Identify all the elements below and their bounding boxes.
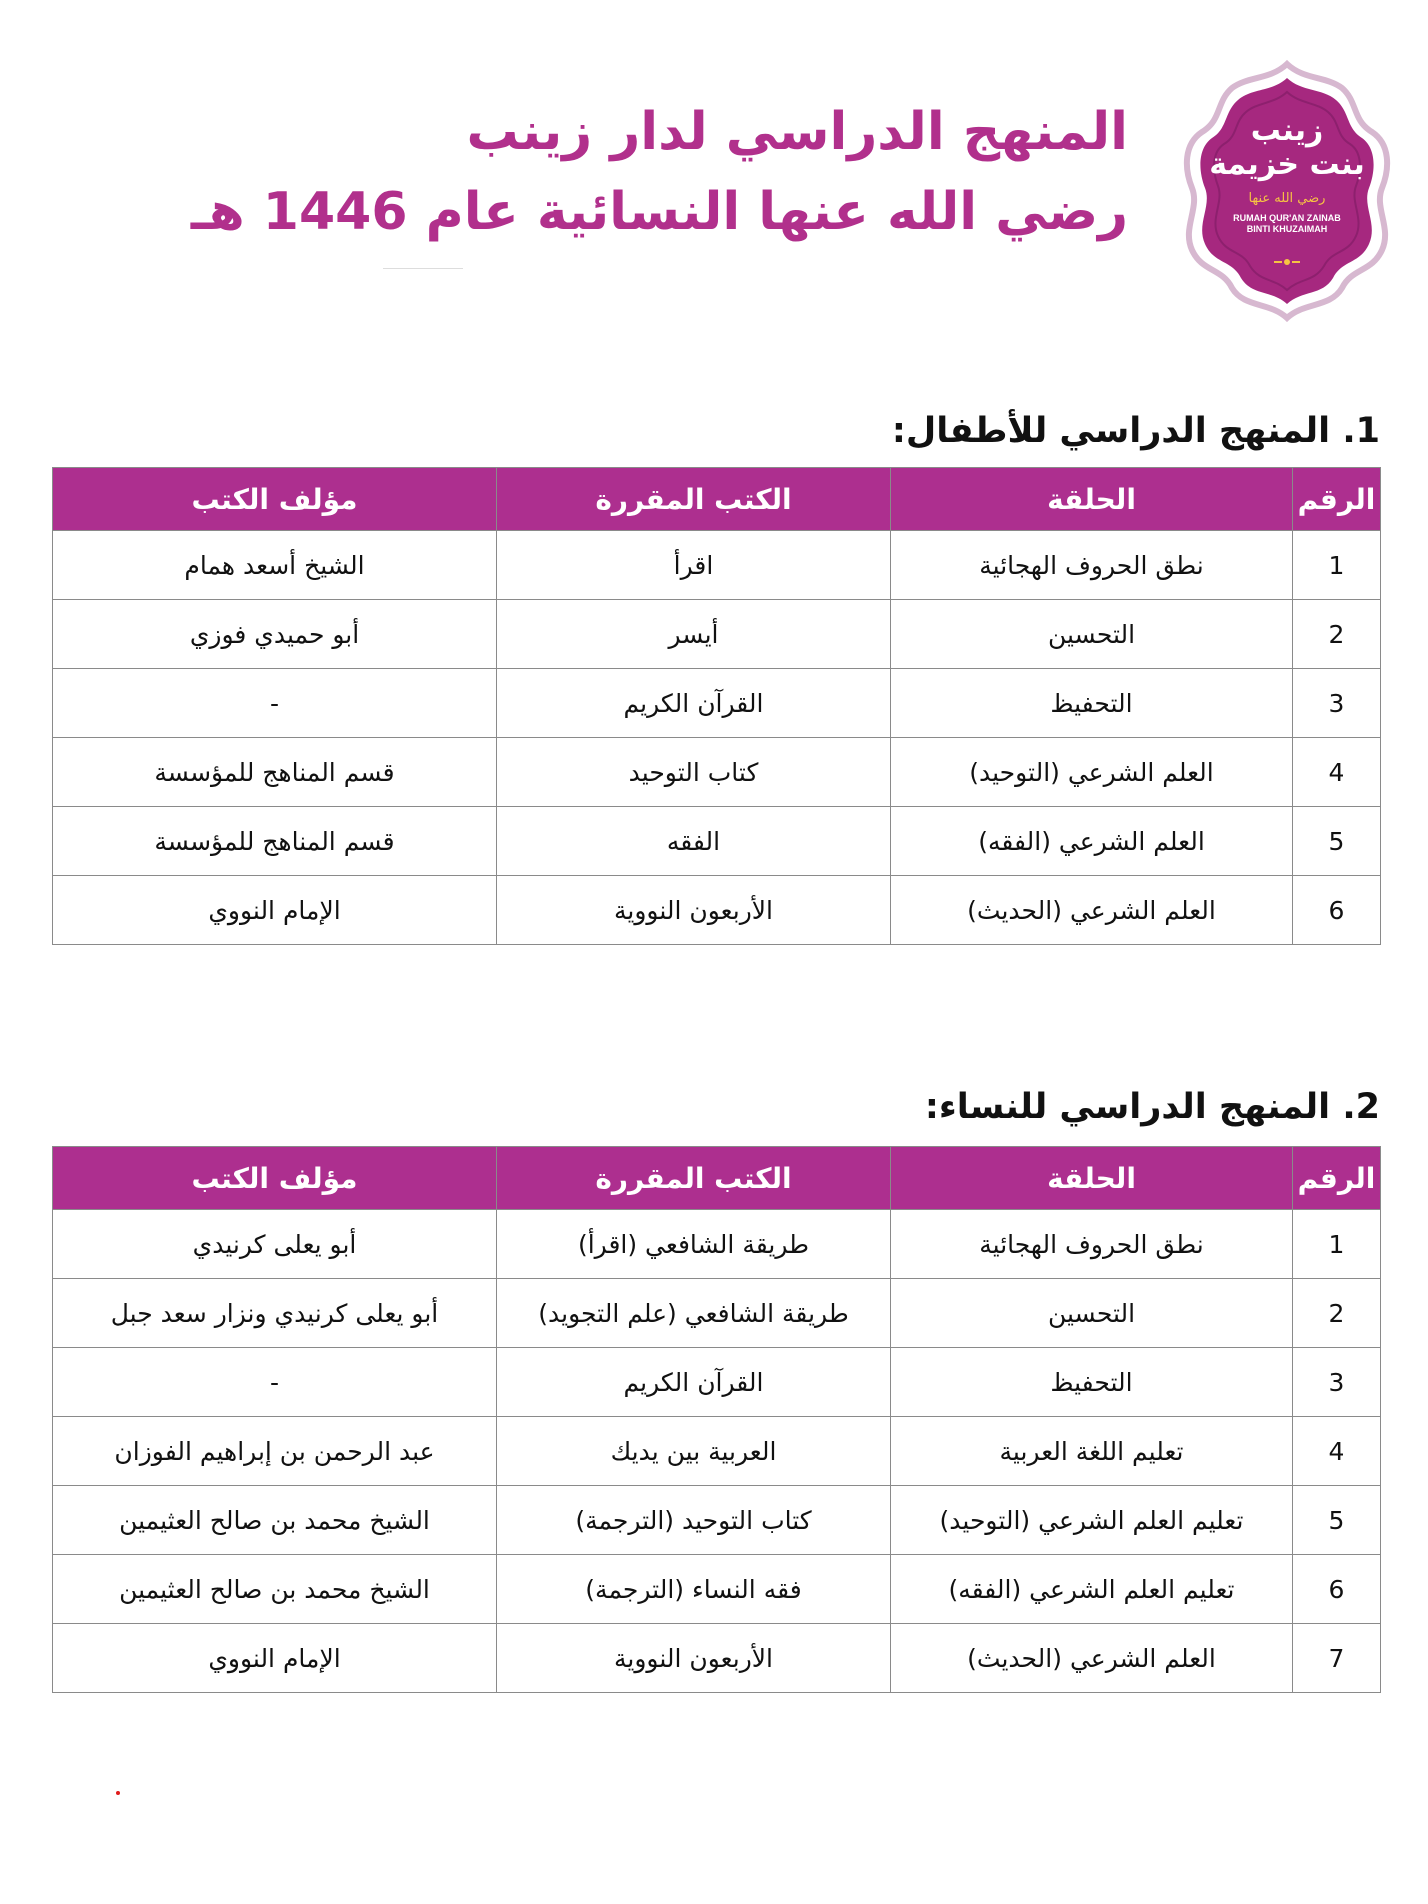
- row-circle: نطق الحروف الهجائية: [891, 1210, 1293, 1279]
- logo-honorific: رضي الله عنها: [1248, 191, 1326, 206]
- row-author: -: [53, 669, 497, 738]
- row-number: 5: [1293, 1486, 1381, 1555]
- row-author: أبو يعلى كرنيدي: [53, 1210, 497, 1279]
- table-row: [53, 1348, 1381, 1417]
- row-author: الإمام النووي: [53, 876, 497, 945]
- row-number: 2: [1293, 600, 1381, 669]
- row-author: قسم المناهج للمؤسسة: [53, 738, 497, 807]
- row-circle: العلم الشرعي (الفقه): [891, 807, 1293, 876]
- logo-name: زينب: [1250, 113, 1324, 148]
- row-number: 2: [1293, 1279, 1381, 1348]
- row-number: 4: [1293, 738, 1381, 807]
- row-number: 7: [1293, 1624, 1381, 1693]
- women-curriculum-table: [52, 1146, 1381, 1693]
- row-circle: التحسين: [891, 1279, 1293, 1348]
- column-header-author: مؤلف الكتب: [53, 468, 497, 531]
- logo-name-2: بنت خزيمة: [1209, 147, 1365, 182]
- table-header-row: [53, 468, 1381, 531]
- table-row: [53, 1555, 1381, 1624]
- row-circle: تعليم العلم الشرعي (الفقه): [891, 1555, 1293, 1624]
- row-circle: تعليم اللغة العربية: [891, 1417, 1293, 1486]
- women-section-heading: 2. المنهج الدراسي للنساء:: [924, 1087, 1380, 1127]
- row-circle: التحسين: [891, 600, 1293, 669]
- table-header-row: [53, 1147, 1381, 1210]
- page-title: المنهج الدراسي لدار زينب: [466, 102, 1128, 162]
- row-author: عبد الرحمن بن إبراهيم الفوزان: [53, 1417, 497, 1486]
- divider: [383, 268, 463, 269]
- column-header-circle: الحلقة: [891, 1147, 1293, 1210]
- row-number: 3: [1293, 1348, 1381, 1417]
- table-row: [53, 1624, 1381, 1693]
- row-book: الفقه: [497, 807, 891, 876]
- row-book: الأربعون النووية: [497, 876, 891, 945]
- row-book: القرآن الكريم: [497, 1348, 891, 1417]
- row-author: أبو يعلى كرنيدي ونزار سعد جبل: [53, 1279, 497, 1348]
- column-header-books: الكتب المقررة: [497, 468, 891, 531]
- column-header-author: مؤلف الكتب: [53, 1147, 497, 1210]
- row-circle: العلم الشرعي (الحديث): [891, 1624, 1293, 1693]
- row-author: -: [53, 1348, 497, 1417]
- row-author: أبو حميدي فوزي: [53, 600, 497, 669]
- table-row: [53, 669, 1381, 738]
- table-row: [53, 600, 1381, 669]
- row-number: 6: [1293, 1555, 1381, 1624]
- row-book: فقه النساء (الترجمة): [497, 1555, 891, 1624]
- row-book: طريقة الشافعي (علم التجويد): [497, 1279, 891, 1348]
- table-row: [53, 1486, 1381, 1555]
- page-subtitle: رضي الله عنها النسائية عام 1446 هـ: [190, 182, 1128, 242]
- row-author: الشيخ محمد بن صالح العثيمين: [53, 1486, 497, 1555]
- stray-mark: [116, 1791, 120, 1795]
- row-author: الشيخ محمد بن صالح العثيمين: [53, 1555, 497, 1624]
- row-circle: التحفيظ: [891, 669, 1293, 738]
- row-number: 3: [1293, 669, 1381, 738]
- column-header-books: الكتب المقررة: [497, 1147, 891, 1210]
- children-curriculum-table: [52, 467, 1381, 945]
- row-number: 5: [1293, 807, 1381, 876]
- row-number: 1: [1293, 1210, 1381, 1279]
- column-header-circle: الحلقة: [891, 468, 1293, 531]
- row-book: القرآن الكريم: [497, 669, 891, 738]
- row-circle: تعليم العلم الشرعي (التوحيد): [891, 1486, 1293, 1555]
- table-row: [53, 1417, 1381, 1486]
- row-book: الأربعون النووية: [497, 1624, 891, 1693]
- row-book: كتاب التوحيد (الترجمة): [497, 1486, 891, 1555]
- column-header-number: الرقم: [1293, 1147, 1381, 1210]
- row-book: اقرأ: [497, 531, 891, 600]
- table-row: [53, 1279, 1381, 1348]
- table-row: [53, 738, 1381, 807]
- row-book: أيسر: [497, 600, 891, 669]
- logo: [1176, 58, 1398, 322]
- table-row: [53, 531, 1381, 600]
- row-circle: العلم الشرعي (التوحيد): [891, 738, 1293, 807]
- row-author: الإمام النووي: [53, 1624, 497, 1693]
- logo-latin-name: RUMAH QUR'AN ZAINAB BINTI KHUZAIMAH: [1233, 213, 1341, 234]
- row-number: 6: [1293, 876, 1381, 945]
- row-number: 4: [1293, 1417, 1381, 1486]
- row-book: كتاب التوحيد: [497, 738, 891, 807]
- row-author: الشيخ أسعد همام: [53, 531, 497, 600]
- children-section-heading: 1. المنهج الدراسي للأطفال:: [891, 411, 1380, 451]
- row-circle: التحفيظ: [891, 1348, 1293, 1417]
- table-row: [53, 876, 1381, 945]
- row-book: طريقة الشافعي (اقرأ): [497, 1210, 891, 1279]
- row-circle: نطق الحروف الهجائية: [891, 531, 1293, 600]
- row-number: 1: [1293, 531, 1381, 600]
- column-header-number: الرقم: [1293, 468, 1381, 531]
- table-row: [53, 807, 1381, 876]
- row-book: العربية بين يديك: [497, 1417, 891, 1486]
- row-circle: العلم الشرعي (الحديث): [891, 876, 1293, 945]
- table-row: [53, 1210, 1381, 1279]
- row-author: قسم المناهج للمؤسسة: [53, 807, 497, 876]
